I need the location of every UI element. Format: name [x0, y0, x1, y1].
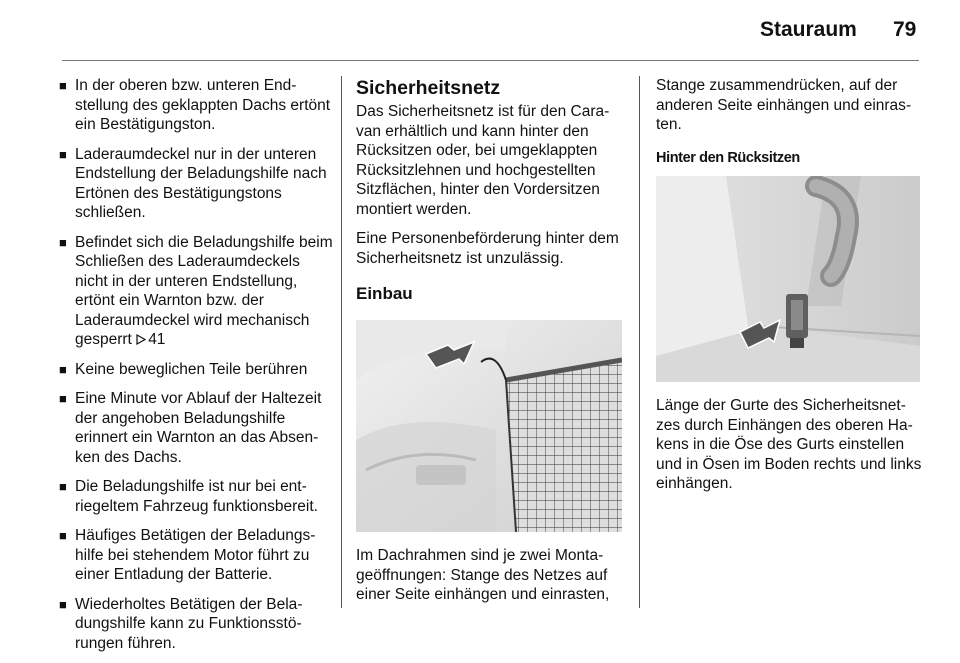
paragraph: Länge der Gurte des Sicherheitsnetzes durch Einhängen des oberen Hakens in die Öse des Gurts einstellen und in Ösen im Boden rechts und links einhängen. — [656, 397, 922, 492]
list-item: ■ Eine Minute vor Ablauf der Haltezeit der angehoben Beladungshilfe erinnert ein Warnton an das Absenken des Dachs. — [59, 390, 322, 466]
column-3 — [656, 76, 924, 504]
page-reference[interactable]: 41 — [148, 331, 166, 348]
list-item: ■ In der oberen bzw. unteren Endstellung des geklappten Dachs ertönt ein Bestätigungston. — [59, 77, 331, 133]
list-item: ■ Häufiges Betätigen der Beladungshilfe bei stehendem Motor führt zu einer Entladung der Batterie. — [59, 527, 316, 583]
subsection-title-einbau: Einbau — [356, 284, 413, 303]
page-reference-icon — [136, 334, 146, 345]
page-header — [0, 0, 960, 62]
header-rule — [62, 60, 919, 61]
section-title: Sicherheitsnetz — [356, 77, 501, 99]
column-1 — [57, 76, 335, 663]
square-bullet-icon: ■ — [59, 234, 67, 250]
square-bullet-icon: ■ — [59, 528, 67, 543]
square-bullet-icon: ■ — [59, 146, 67, 162]
subsection-title-rear: Hinter den Rücksitzen — [656, 149, 800, 166]
figure-net-installation — [356, 320, 622, 532]
column-divider-1 — [341, 76, 342, 608]
square-bullet-icon: ■ — [59, 596, 67, 612]
paragraph: Das Sicherheitsnetz ist für den Caravan erhältlich und kann hinter den Rücksitzen oder, bei umgeklappten Rücksitzlehnen und hochgestellten Sitzflächen, hinter den Vordersitzen montiert werden. — [356, 103, 610, 218]
page-title: Stauraum — [760, 18, 857, 41]
list-item: ■ Befindet sich die Beladungshilfe beim Schließen des Laderaumdeckels nicht in der unteren Endstellung, ertönt ein Warnton bzw. der Laderaumdeckel wird mechanisch gesperrt 41 — [59, 233, 333, 348]
column-2 — [356, 76, 626, 615]
list-item: ■ Laderaumdeckel nur in der unteren Endstellung der Beladungshilfe nach Ertönen des Bestätigungstons schließen. — [59, 145, 327, 221]
page-number: 79 — [893, 18, 917, 41]
paragraph: Im Dachrahmen sind je zwei Montageöffnungen: Stange des Netzes auf einer Seite einhängen und einrasten, — [356, 547, 610, 603]
column-divider-2 — [639, 76, 640, 608]
list-item: ■ Keine beweglichen Teile berühren — [59, 360, 308, 378]
square-bullet-icon: ■ — [59, 391, 67, 406]
square-bullet-icon: ■ — [59, 361, 67, 377]
square-bullet-icon: ■ — [59, 479, 67, 494]
list-item: ■ Wiederholtes Betätigen der Beladungshilfe kann zu Funktionsstörungen führen. — [59, 595, 303, 652]
paragraph: Stange zusammendrücken, auf der anderen Seite einhängen und einrasten. — [656, 77, 912, 133]
square-bullet-icon: ■ — [59, 78, 67, 93]
list-item: ■ Die Beladungshilfe ist nur bei entriegeltem Fahrzeug funktionsbereit. — [59, 478, 318, 515]
paragraph: Eine Personenbeförderung hinter dem Sicherheitsnetz ist unzulässig. — [356, 230, 619, 267]
figure-net-behind-rear-seats — [656, 176, 920, 382]
bullet-list — [57, 76, 335, 653]
